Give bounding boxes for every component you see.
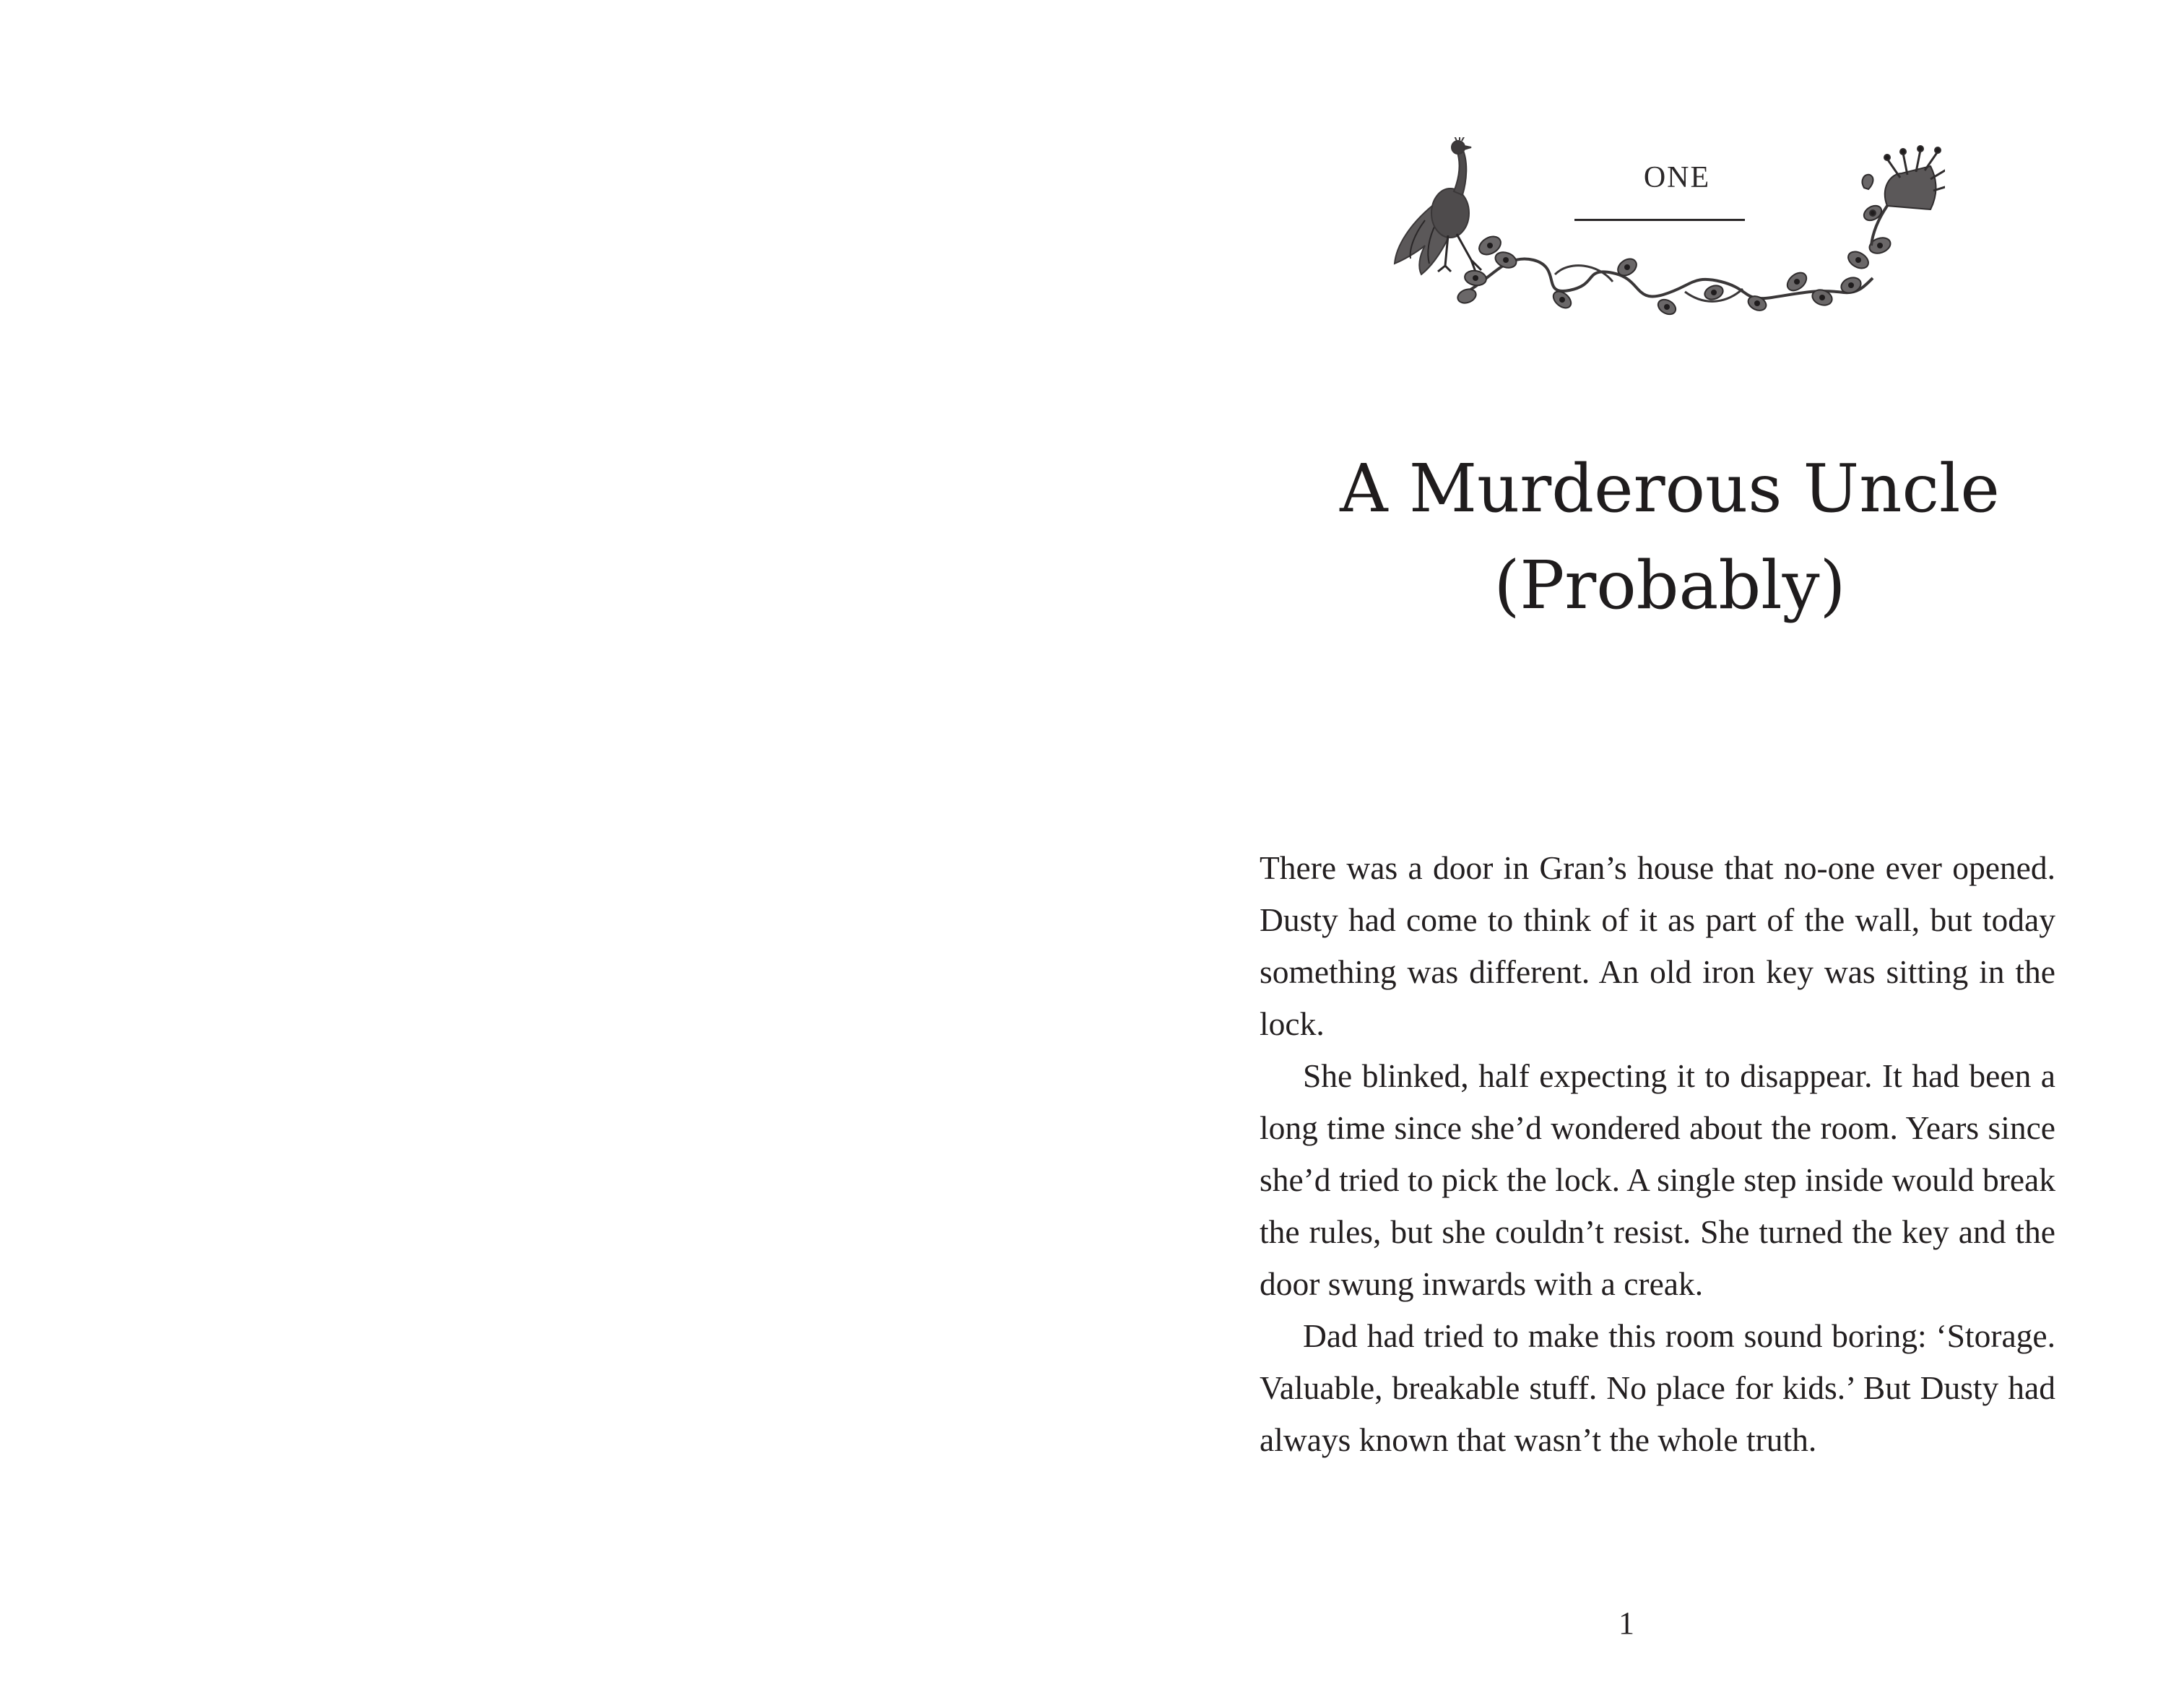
paragraph-1: There was a door in Gran’s house that no-one ever opened. Dusty had come to think of it as part of the wall, but today something was different. An old iron key was sitting in the lock. [1260,849,2055,1042]
chapter-body [1260,842,2055,1466]
chapter-title-line-1: A Murderous Uncle [1340,449,2000,527]
chapter-rule [1574,219,1745,221]
paragraph-3: Dad had tried to make this room sound boring: ‘Storage. Valuable, breakable stuff. No place for kids.’ But Dusty had always known that wasn’t the whole truth. [1260,1317,2055,1458]
chapter-number: ONE [1643,161,1711,194]
chapter-title [1273,441,2067,634]
lily-flower-icon [1861,146,1945,246]
chapter-number-block [1554,160,1800,218]
chapter-title-line-2: (Probably) [1494,546,1846,624]
leafy-vine-icon [1456,233,1893,317]
peacock-icon [1395,137,1481,274]
right-page [1092,0,2184,1695]
page-number: 1 [1618,1605,1634,1641]
paragraph-2: She blinked, half expecting it to disappear. It had been a long time since she’d wondered about the room. Years since she’d tried to pick the lock. A single step inside would break the rules, but she couldn’t resist. She turned the key and the door swung inwards with a creak. [1260,1057,2055,1302]
